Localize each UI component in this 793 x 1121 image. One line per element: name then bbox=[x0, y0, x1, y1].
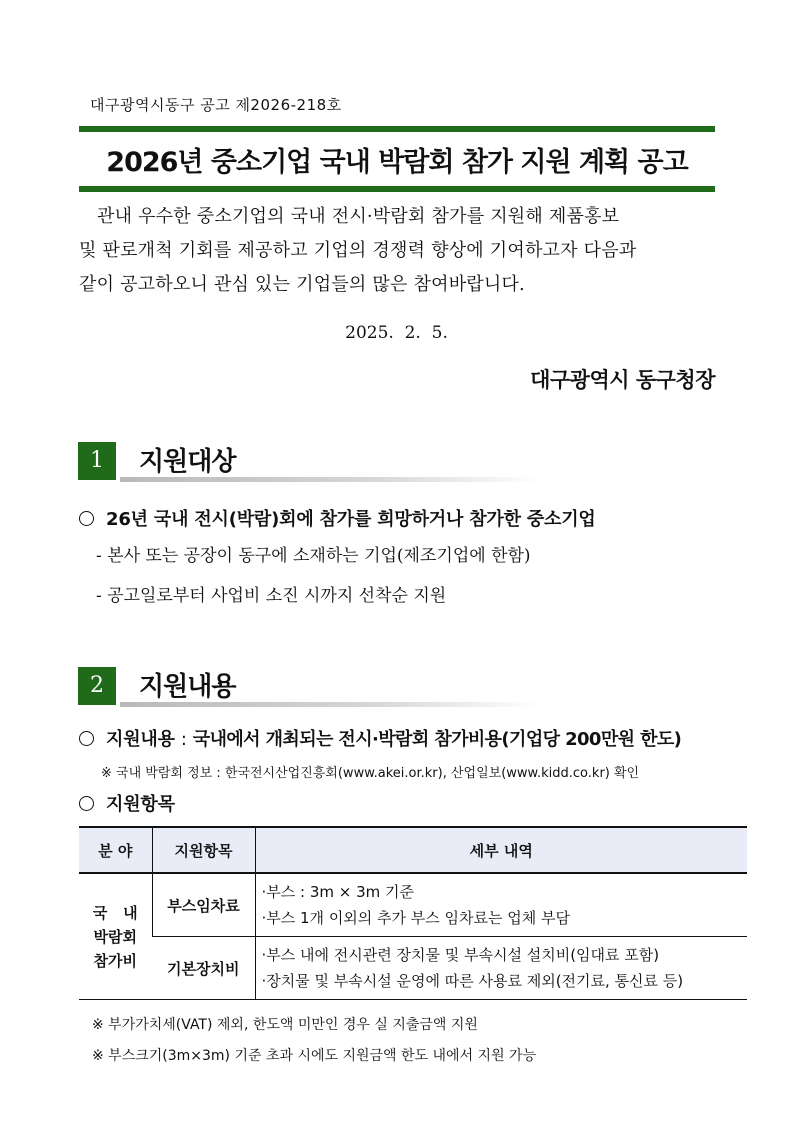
item-cell: 기본장치비 bbox=[152, 937, 255, 1000]
section-2-underline bbox=[120, 702, 540, 707]
table-row bbox=[79, 873, 747, 937]
footnote-1: ※ 부가가치세(VAT) 제외, 한도액 미만인 경우 실 지출금액 지원 bbox=[92, 1017, 478, 1033]
bullet-1-label: 지원내용 bbox=[106, 729, 175, 750]
header-category: 분 야 bbox=[79, 827, 152, 873]
table-header-row bbox=[79, 827, 747, 873]
bullet-1-separator: : bbox=[180, 729, 187, 750]
section-1-underline bbox=[120, 477, 540, 482]
notice-number: 대구광역시동구 공고 제2026-218호 bbox=[90, 96, 342, 114]
section-1-bullet bbox=[79, 505, 596, 531]
intro-line: 같이 공고하오니 관심 있는 기업들의 많은 참여바랍니다. bbox=[79, 274, 525, 295]
title-bottom-bar bbox=[79, 186, 715, 192]
section-1-bullet-text: 26년 국내 전시(박람)회에 참가를 희망하거나 참가한 중소기업 bbox=[106, 509, 596, 530]
issuer: 대구광역시 동구청장 bbox=[530, 368, 715, 392]
circle-bullet-icon bbox=[79, 511, 94, 526]
section-1-number: 1 bbox=[78, 442, 116, 480]
section-1-sub-2: - 공고일로부터 사업비 소진 시까지 선착순 지원 bbox=[96, 586, 447, 606]
intro-line: 관내 우수한 중소기업의 국내 전시·박람회 참가를 지원해 제품홍보 bbox=[97, 206, 620, 227]
section-1-sub-1: - 본사 또는 공장이 동구에 소재하는 기업(제조기업에 한함) bbox=[96, 546, 531, 566]
bullet-1-text: 국내에서 개최되는 전시·박람회 참가비용(기업당 200만원 한도) bbox=[192, 729, 682, 750]
category-cell bbox=[79, 873, 152, 1000]
detail-cell bbox=[255, 937, 747, 1000]
detail-line: ·부스 : 3m × 3m 기준 bbox=[261, 883, 415, 901]
title-top-bar bbox=[79, 126, 715, 132]
category-line: 국 내 bbox=[92, 903, 138, 922]
section-2-title: 지원내용 bbox=[139, 672, 236, 702]
footnote-2: ※ 부스크기(3m×3m) 기준 초과 시에도 지원금액 한도 내에서 지원 가능 bbox=[92, 1048, 537, 1064]
header-item: 지원항목 bbox=[152, 827, 255, 873]
category-line: 박람회 bbox=[93, 927, 137, 946]
section-2-number: 2 bbox=[78, 667, 116, 705]
notice-date: 2025. 2. 5. bbox=[345, 323, 448, 343]
item-cell: 부스임차료 bbox=[152, 873, 255, 937]
header-details: 세부 내역 bbox=[255, 827, 747, 873]
table-row bbox=[79, 937, 747, 1000]
detail-line: ·장치물 및 부속시설 운영에 따른 사용료 제외(전기료, 통신료 등) bbox=[261, 972, 684, 990]
circle-bullet-icon bbox=[79, 796, 94, 811]
page-title: 2026년 중소기업 국내 박람회 참가 지원 계획 공고 bbox=[106, 147, 688, 178]
circle-bullet-icon bbox=[79, 731, 94, 746]
section-2-bullet-2 bbox=[79, 790, 175, 816]
intro-paragraph bbox=[79, 200, 719, 302]
detail-cell bbox=[255, 873, 747, 937]
reference-note: ※ 국내 박람회 정보 : 한국전시산업진흥회(www.akei.or.kr), 산업일보(www.kidd.co.kr) 확인 bbox=[101, 766, 640, 781]
bullet-2-text: 지원항목 bbox=[106, 794, 175, 815]
support-table bbox=[79, 826, 747, 1000]
detail-line: ·부스 내에 전시관련 장치물 및 부속시설 설치비(임대료 포함) bbox=[261, 946, 660, 964]
intro-line: 및 판로개척 기회를 제공하고 기업의 경쟁력 향상에 기여하고자 다음과 bbox=[79, 240, 637, 261]
section-2-bullet-1 bbox=[79, 725, 681, 751]
category-line: 참가비 bbox=[93, 951, 137, 970]
detail-line: ·부스 1개 이외의 추가 부스 임차료는 업체 부담 bbox=[261, 909, 571, 927]
section-1-title: 지원대상 bbox=[139, 447, 236, 477]
